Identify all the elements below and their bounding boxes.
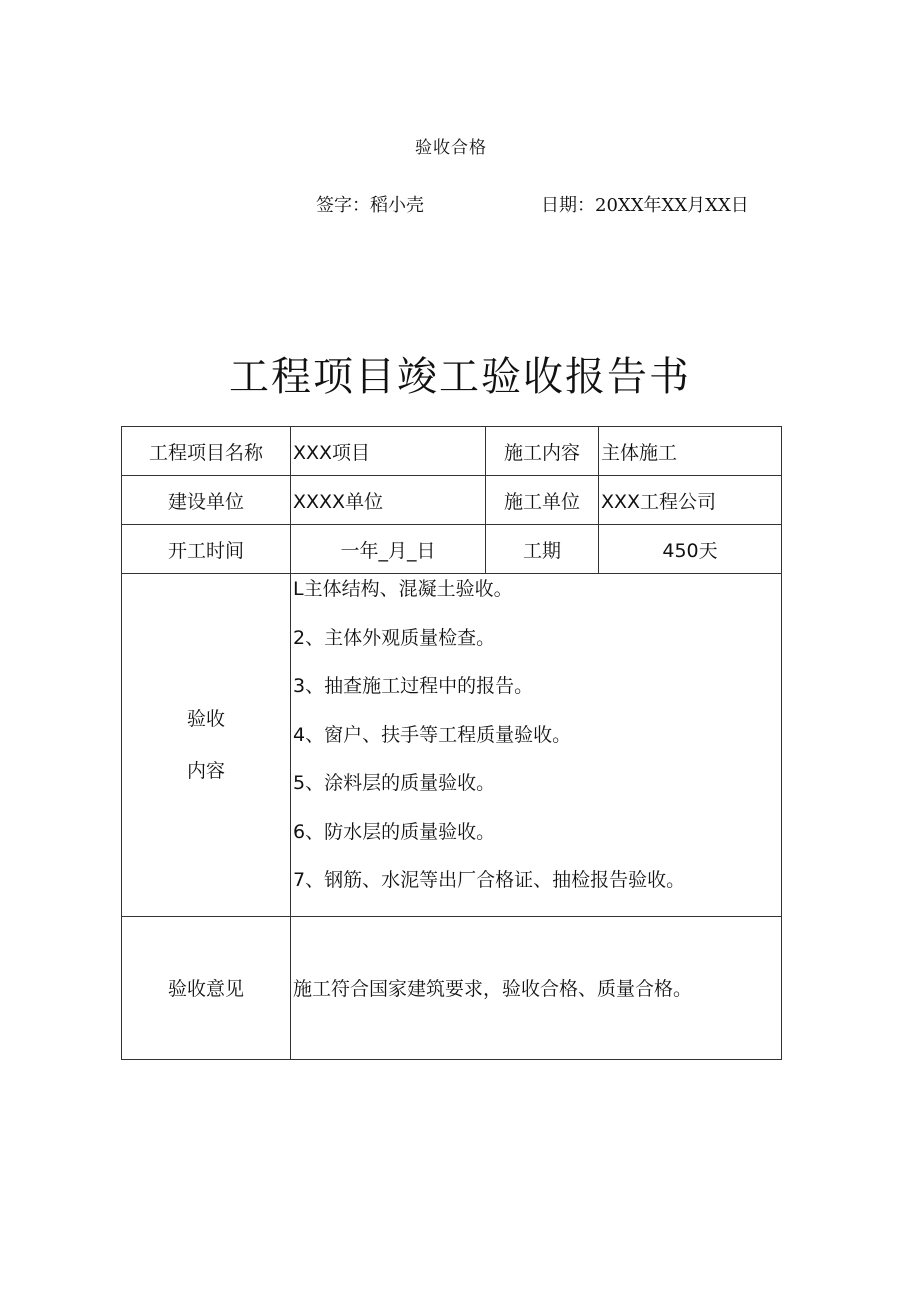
duration-value: 450天 [599, 525, 782, 574]
table-row [122, 476, 782, 525]
acceptance-content-label-line2: 内容 [186, 759, 225, 782]
construction-content-value: 主体施工 [599, 427, 782, 476]
owner-unit-value: XXXX单位 [291, 476, 486, 525]
project-name-value: XXX项目 [291, 427, 486, 476]
duration-label: 工期 [486, 525, 599, 574]
date-line: 日期：20XX年XX月XX日 [541, 195, 749, 216]
start-date-value: 一年_月_日 [291, 525, 486, 574]
acceptance-status: 验收合格 [415, 138, 487, 158]
table-row [122, 525, 782, 574]
list-item: 5、涂料层的质量验收。 [293, 772, 496, 794]
table-row [122, 916, 782, 1059]
list-item: 2、主体外观质量检查。 [293, 626, 496, 649]
list-item: 3、抽查施工过程中的报告。 [293, 675, 534, 697]
start-date-label: 开工时间 [122, 525, 291, 574]
list-item: L主体结构、混凝土验收。 [293, 578, 513, 600]
contractor-label: 施工单位 [486, 476, 599, 525]
construction-content-label: 施工内容 [486, 427, 599, 476]
acceptance-content-label [122, 574, 291, 917]
list-item: 7、钢筋、水泥等出厂合格证、抽检报告验收。 [293, 869, 686, 891]
acceptance-content-label-line1: 验收 [186, 707, 225, 730]
acceptance-items-cell [291, 574, 782, 917]
project-name-label: 工程项目名称 [122, 427, 291, 476]
table-row [122, 574, 782, 917]
list-item: 6、防水层的质量验收。 [293, 820, 496, 843]
signature-line: 签字：稻小壳 [316, 195, 424, 216]
opinion-label: 验收意见 [122, 916, 291, 1059]
report-table [121, 426, 782, 1060]
owner-unit-label: 建设单位 [122, 476, 291, 525]
acceptance-items-list [291, 574, 781, 916]
list-item: 4、窗户、扶手等工程质量验收。 [293, 723, 572, 746]
opinion-value: 施工符合国家建筑要求，验收合格、质量合格。 [291, 916, 782, 1059]
document-title: 工程项目竣工验收报告书 [229, 354, 691, 400]
contractor-value: XXX工程公司 [599, 476, 782, 525]
table-row [122, 427, 782, 476]
